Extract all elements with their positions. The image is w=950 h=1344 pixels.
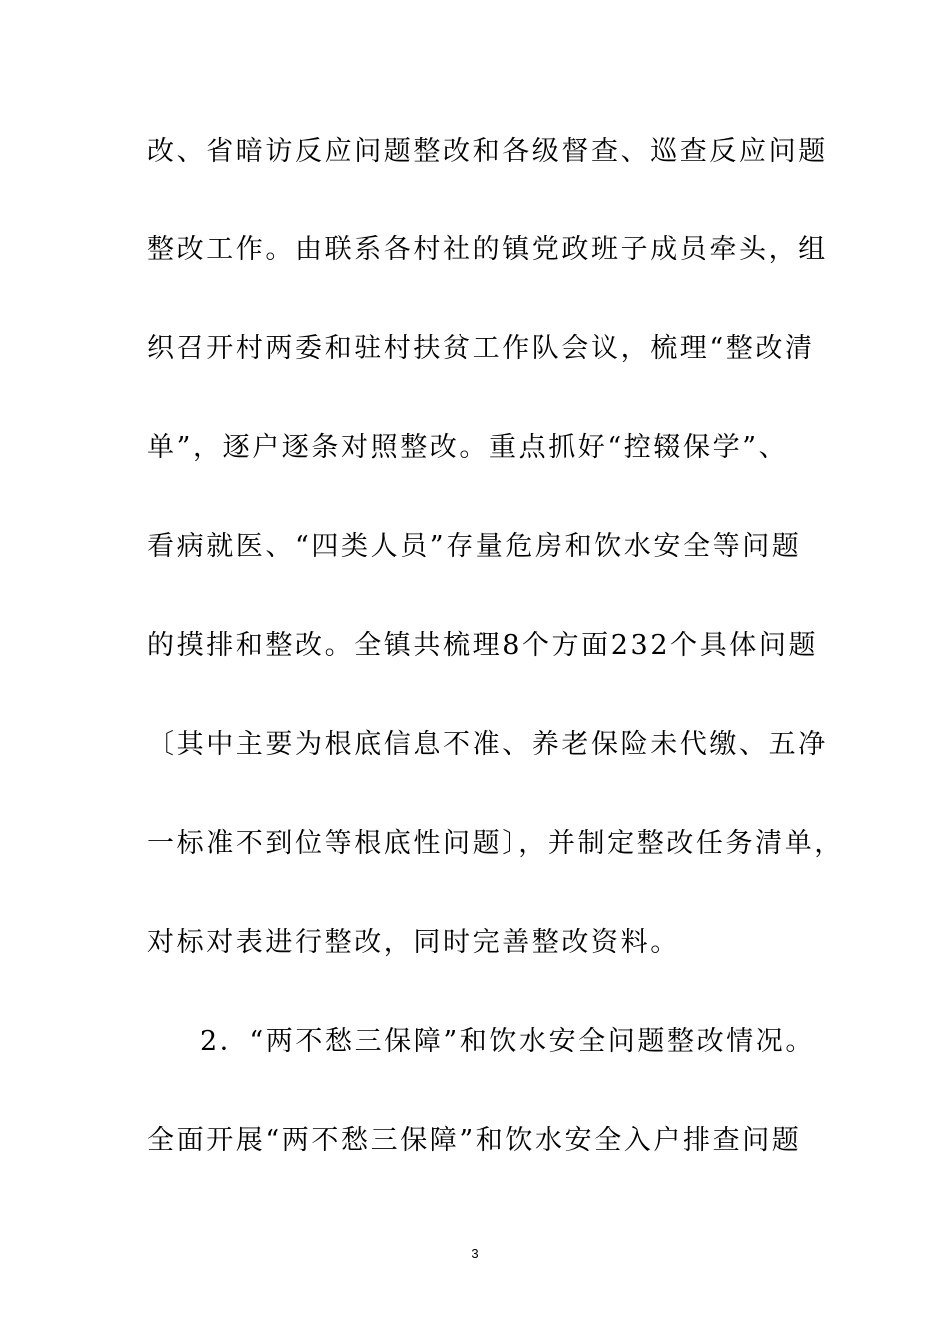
text-line-9: 对标对表进行整改，同时完善整改资料。 — [147, 927, 680, 958]
text-line-2: 整改工作。由联系各村社的镇党政班子成员牵头，组 — [147, 234, 828, 265]
text-line-11: 全面开展“两不愁三保障”和饮水安全入户排查问题 — [147, 1125, 802, 1156]
text-line-4: 单”，逐户逐条对照整改。重点抓好“控辍保学”、 — [147, 432, 789, 463]
text-line-1: 改、省暗访反应问题整改和各级督查、巡查反应问题 — [147, 136, 828, 167]
section-heading-2: 2．“两不愁三保障”和饮水安全问题整改情况。 — [200, 1026, 815, 1057]
text-line-7: 〔其中主要为根底信息不准、养老保险未代缴、五净 — [147, 729, 828, 760]
page-number: 3 — [471, 1246, 479, 1261]
text-line-6: 的摸排和整改。全镇共梳理8个方面232个具体问题 — [147, 630, 819, 661]
text-line-3: 织召开村两委和驻村扶贫工作队会议，梳理“整改清 — [147, 333, 815, 364]
text-line-5: 看病就医、“四类人员”存量危房和饮水安全等问题 — [147, 531, 802, 562]
text-line-8: 一标准不到位等根底性问题〕，并制定整改任务清单， — [147, 828, 844, 859]
